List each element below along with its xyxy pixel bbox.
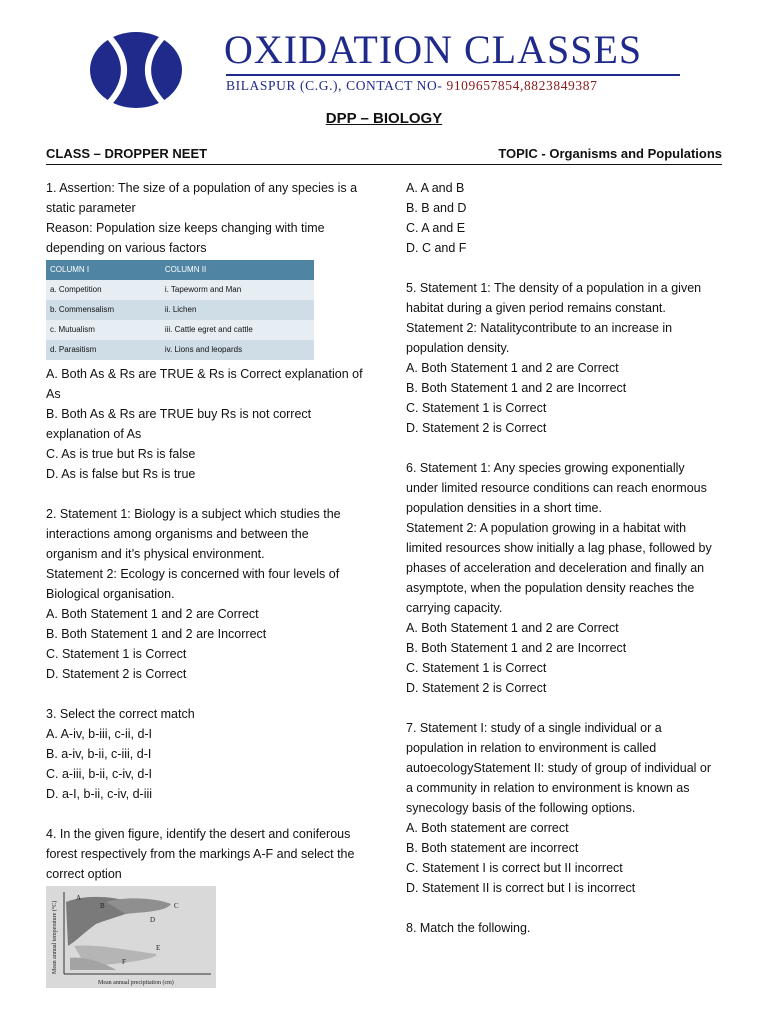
q8-line: 8. Match the following.: [406, 921, 531, 935]
q4-option-d: D. C and F: [406, 241, 467, 255]
match-table-cell: i. Tapeworm and Man: [161, 280, 314, 300]
match-table-cell: b. Commensalism: [46, 300, 161, 320]
q6-line: limited resources show initially a lag phase, followed by: [406, 541, 712, 555]
q4-line: forest respectively from the markings A-F and select the: [46, 847, 355, 861]
class-label: CLASS – DROPPER NEET: [46, 146, 208, 161]
q5-option-d: D. Statement 2 is Correct: [406, 421, 547, 435]
q3-option-d: D. a-I, b-ii, c-iv, d-iii: [46, 787, 153, 801]
q1-line: Reason: Population size keeps changing with time: [46, 221, 325, 235]
q1-option-c: C. As is true but Rs is false: [46, 447, 196, 461]
q1-option-a: As: [46, 387, 61, 401]
class-topic-row: [46, 146, 722, 165]
left-column: [46, 178, 364, 988]
q4-line: correct option: [46, 867, 122, 881]
q7-line: autoecologyStatement II: study of group of individual or: [406, 761, 712, 775]
match-table-header: COLUMN II: [161, 260, 314, 280]
match-table: [46, 260, 314, 360]
q6-option-c: C. Statement 1 is Correct: [406, 661, 547, 675]
q2-option-d: D. Statement 2 is Correct: [46, 667, 187, 681]
q6-option-d: D. Statement 2 is Correct: [406, 681, 547, 695]
q6-option-a: A. Both Statement 1 and 2 are Correct: [406, 621, 619, 635]
q7-option-d: D. Statement II is correct but I is incorrect: [406, 881, 636, 895]
q3-option-c: C. a-iii, b-ii, c-iv, d-I: [46, 767, 153, 781]
match-table-cell: ii. Lichen: [161, 300, 314, 320]
q2-line: Biological organisation.: [46, 587, 175, 601]
q1-option-b: explanation of As: [46, 427, 142, 441]
figure-mark: D: [150, 916, 156, 924]
q3-line: 3. Select the correct match: [46, 707, 195, 721]
match-table-cell: c. Mutualism: [46, 320, 161, 340]
q1-line: static parameter: [46, 201, 136, 215]
match-table-cell: iv. Lions and leopards: [161, 340, 314, 360]
q6-option-b: B. Both Statement 1 and 2 are Incorrect: [406, 641, 627, 655]
match-table-header: COLUMN I: [46, 260, 161, 280]
brand-address: BILASPUR (C.G.), CONTACT NO-: [226, 78, 447, 93]
match-table-cell: d. Parasitism: [46, 340, 161, 360]
q2-option-b: B. Both Statement 1 and 2 are Incorrect: [46, 627, 267, 641]
q5-option-a: A. Both Statement 1 and 2 are Correct: [406, 361, 619, 375]
topic-label: TOPIC - Organisms and Populations: [498, 146, 722, 161]
q1-option-a: A. Both As & Rs are TRUE & Rs is Correct explanation of: [46, 367, 363, 381]
q6-line: under limited resource conditions can reach enormous: [406, 481, 707, 495]
q5-option-c: C. Statement 1 is Correct: [406, 401, 547, 415]
q4-option-a: A. A and B: [406, 181, 465, 195]
brand-phones: 9109657854,8823849387: [446, 78, 598, 93]
q6-line: phases of acceleration and deceleration and finally an: [406, 561, 705, 575]
document-title: DPP – BIOLOGY: [325, 110, 443, 127]
figure-xlabel: Mean annual precipitation (cm): [98, 980, 174, 986]
q7-line: synecology basis of the following options.: [406, 801, 636, 815]
q7-line: population in relation to environment is called: [406, 741, 657, 755]
figure-mark: C: [174, 902, 179, 910]
q6-line: population densities in a short time.: [406, 501, 602, 515]
q4-option-b: B. B and D: [406, 201, 467, 215]
q6-line: carrying capacity.: [406, 601, 503, 615]
q1-option-b: B. Both As & Rs are TRUE buy Rs is not correct: [46, 407, 312, 421]
q1-line: depending on various factors: [46, 241, 207, 255]
q5-line: population density.: [406, 341, 510, 355]
q6-line: asymptote, when the population density reaches the: [406, 581, 695, 595]
match-table-cell: iii. Cattle egret and cattle: [161, 320, 314, 340]
q7-line: a community in relation to environment is known as: [406, 781, 690, 795]
q6-line: Statement 2: A population growing in a habitat with: [406, 521, 687, 535]
q2-line: organism and it’s physical environment.: [46, 547, 265, 561]
q5-option-b: B. Both Statement 1 and 2 are Incorrect: [406, 381, 627, 395]
q3-option-b: B. a-iv, b-ii, c-iii, d-I: [46, 747, 152, 761]
q2-line: 2. Statement 1: Biology is a subject which studies the: [46, 507, 341, 521]
q1-line: 1. Assertion: The size of a population of any species is a: [46, 181, 358, 195]
q1-option-d: D. As is false but Rs is true: [46, 467, 196, 481]
match-table-cell: a. Competition: [46, 280, 161, 300]
q3-option-a: A. A-iv, b-iii, c-ii, d-I: [46, 727, 153, 741]
figure-mark: B: [100, 902, 105, 910]
biome-figure: [46, 886, 216, 988]
q4-line: 4. In the given figure, identify the desert and coniferous: [46, 827, 351, 841]
q2-option-c: C. Statement 1 is Correct: [46, 647, 187, 661]
q7-line: 7. Statement I: study of a single individual or a: [406, 721, 662, 735]
q2-option-a: A. Both Statement 1 and 2 are Correct: [46, 607, 259, 621]
q5-line: 5. Statement 1: The density of a population in a given: [406, 281, 702, 295]
q7-option-a: A. Both statement are correct: [406, 821, 569, 835]
q2-line: Statement 2: Ecology is concerned with four levels of: [46, 567, 340, 581]
q5-line: habitat during a given period remains constant.: [406, 301, 666, 315]
q7-option-c: C. Statement I is correct but II incorrect: [406, 861, 623, 875]
q2-line: interactions among organisms and between the: [46, 527, 309, 541]
figure-mark: F: [122, 958, 126, 966]
figure-ylabel: Mean annual temperature (°C): [52, 900, 58, 974]
q4-option-c: C. A and E: [406, 221, 466, 235]
figure-mark: A: [76, 894, 82, 902]
right-column: [406, 178, 728, 938]
q6-line: 6. Statement 1: Any species growing exponentially: [406, 461, 685, 475]
brand-subtitle: [226, 78, 597, 94]
figure-mark: E: [156, 944, 161, 952]
brand-underline: [226, 74, 680, 76]
brand-name: OXIDATION CLASSES: [224, 27, 643, 72]
q5-line: Statement 2: Natalitycontribute to an increase in: [406, 321, 673, 335]
logo: [88, 30, 184, 110]
q7-option-b: B. Both statement are incorrect: [406, 841, 579, 855]
